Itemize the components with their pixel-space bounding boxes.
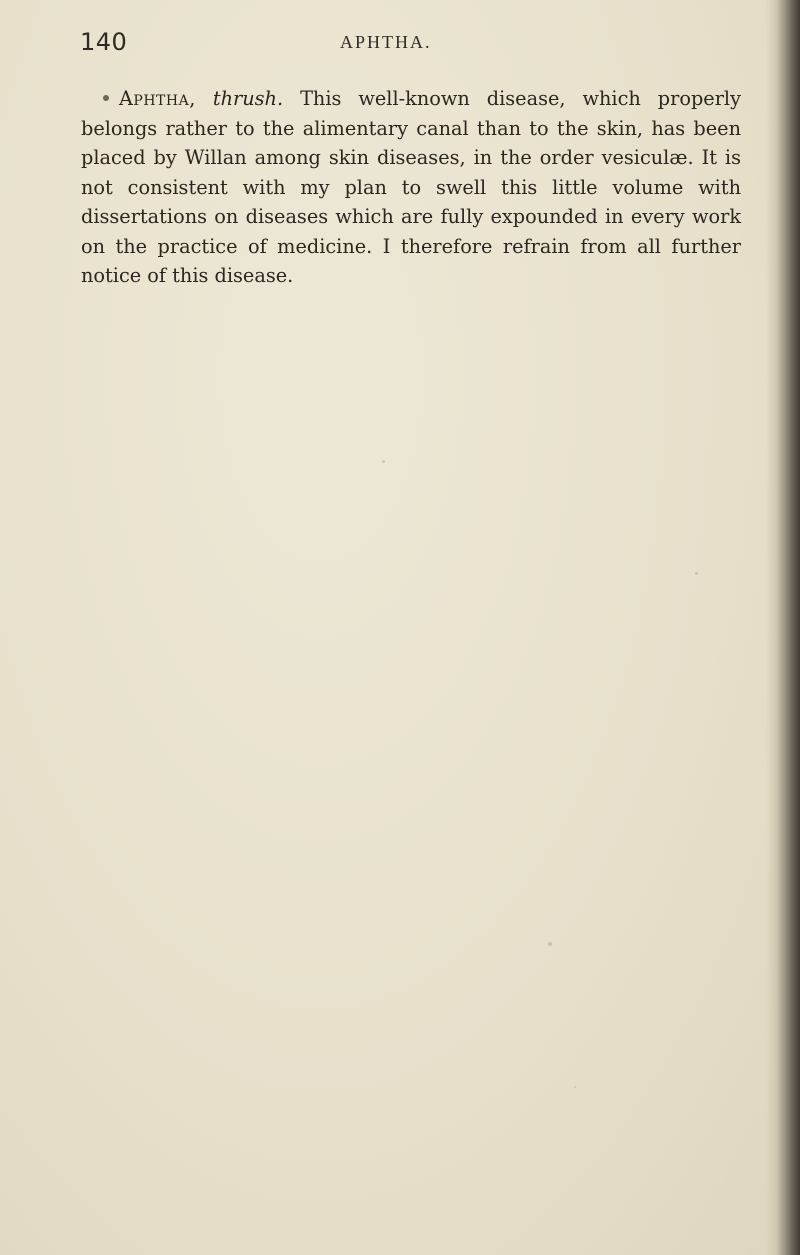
page-number: 140	[80, 28, 128, 56]
entry-synonym: thrush.	[212, 87, 284, 110]
paper-speck	[548, 942, 552, 946]
paper-speck	[382, 460, 385, 463]
entry-body	[81, 84, 741, 291]
printer-mark-dot	[103, 95, 109, 101]
running-head	[0, 28, 800, 58]
entry-paragraph	[81, 84, 741, 291]
paper-speck	[574, 1086, 576, 1088]
entry-headword: Aphtha,	[119, 87, 196, 110]
page-binding-edge	[766, 0, 800, 1255]
entry-text: This well-known disease, which properly belongs rather to the alimentary canal than to the skin, has been placed by Willan among skin diseases, in the order vesiculæ. It is not consistent with my plan to swell this little volume with dissertations on diseases which are fully expounded in every work on the practice of medicine. I therefore refrain from all further notice of this disease.	[81, 87, 741, 287]
running-title: APHTHA.	[340, 32, 432, 52]
paper-speck	[695, 572, 698, 575]
